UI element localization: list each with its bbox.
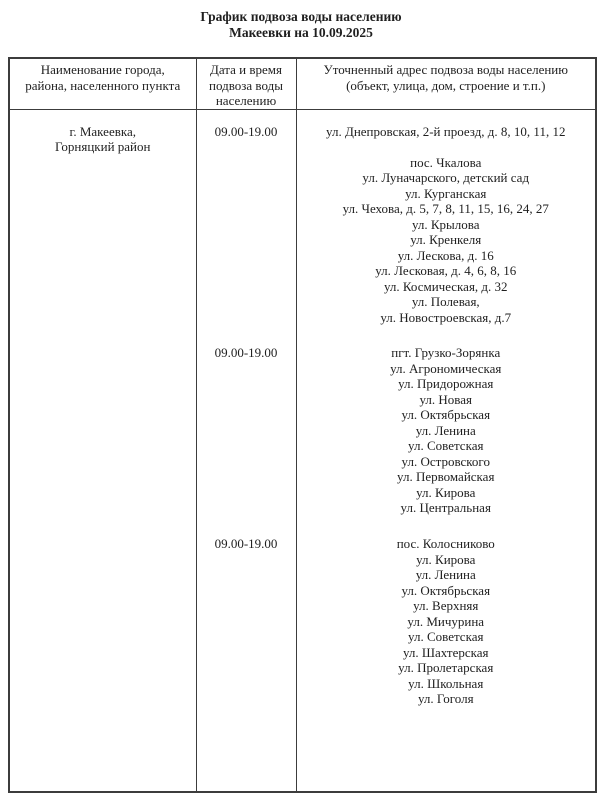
- address-line: ул. Школьная: [408, 675, 484, 691]
- address-spacer-line: [297, 139, 596, 155]
- location-line: г. Макеевка,: [69, 123, 136, 139]
- header-line: Дата и время: [210, 62, 282, 77]
- header-line: подвоза воды: [209, 77, 283, 93]
- address-list-cell: [296, 109, 596, 325]
- address-line: ул. Ленина: [415, 567, 476, 582]
- address-line: ул. Космическая, д. 32: [383, 278, 508, 294]
- address-line: ул. Первомайская: [397, 469, 495, 484]
- schedule-body: [9, 109, 596, 792]
- address-line: ул. Октябрьская: [401, 582, 491, 598]
- address-line: ул. Лесковая, д. 4, 6, 8, 16: [375, 263, 517, 278]
- header-row: [9, 58, 596, 109]
- address-list-cell: [296, 516, 596, 792]
- address-line: ул. Октябрьская: [401, 407, 491, 422]
- title-line-1: График подвоза воды населению: [200, 9, 402, 24]
- address-line: ул. Пролетарская: [398, 660, 494, 675]
- address-line: пгт. Грузко-Зорянка: [391, 345, 501, 360]
- address-line: ул. Кренкеля: [410, 232, 482, 247]
- address-line: ул. Придорожная: [398, 376, 494, 391]
- delivery-block-row: [9, 109, 596, 325]
- address-line: ул. Луначарского, детский сад: [362, 170, 530, 185]
- address-line: ул. Верхняя: [413, 598, 479, 613]
- address-line: ул. Советская: [408, 629, 484, 644]
- header-line: населению: [215, 93, 277, 108]
- address-line: ул. Кирова: [416, 484, 476, 500]
- delivery-time-cell: 09.00-19.00: [196, 325, 296, 516]
- address-line: ул. Днепровская, 2-й проезд, д. 8, 10, 11, 12: [326, 123, 566, 139]
- column-header-location: [9, 58, 196, 109]
- delivery-time-cell: 09.00-19.00: [196, 516, 296, 792]
- address-line: ул. Полевая,: [411, 294, 480, 309]
- location-line: Горняцкий район: [55, 139, 151, 154]
- location-cell: [9, 109, 196, 792]
- address-line: ул. Кирова: [416, 551, 476, 567]
- address-line: ул. Новая: [419, 391, 473, 407]
- header-line: района, населенного пункта: [25, 77, 181, 93]
- column-header-datetime: [196, 58, 296, 109]
- address-line: пос. Чкалова: [410, 154, 482, 170]
- title-line-2: Макеевки на 10.09.2025: [229, 25, 373, 40]
- header-line: Уточненный адрес подвоза воды населению: [323, 62, 568, 77]
- address-line: ул. Крылова: [411, 216, 480, 232]
- address-line: ул. Лескова, д. 16: [397, 247, 494, 263]
- header-line: Наименование города,: [40, 62, 165, 77]
- address-line: ул. Мичурина: [407, 613, 485, 629]
- address-list-cell: [296, 325, 596, 516]
- address-line: ул. Ленина: [415, 422, 476, 438]
- address-line: ул. Агрономическая: [390, 360, 502, 376]
- header-line: (объект, улица, дом, строение и т.п.): [346, 77, 546, 93]
- column-header-address: [296, 58, 596, 109]
- address-line: ул. Советская: [408, 438, 484, 453]
- delivery-time-cell: 09.00-19.00: [196, 109, 296, 325]
- water-delivery-schedule-table: [8, 57, 597, 793]
- address-line: ул. Центральная: [400, 500, 491, 515]
- address-line: ул. Островского: [401, 453, 490, 469]
- address-line: ул. Курганская: [405, 185, 487, 201]
- address-line: ул. Гоголя: [417, 691, 474, 706]
- address-line: ул. Новостроевская, д.7: [380, 309, 512, 325]
- document-title: [0, 0, 602, 41]
- address-line: пос. Колосниково: [396, 536, 495, 551]
- address-line: ул. Шахтерская: [402, 644, 489, 660]
- address-line: ул. Чехова, д. 5, 7, 8, 11, 15, 16, 24, 27: [342, 201, 549, 216]
